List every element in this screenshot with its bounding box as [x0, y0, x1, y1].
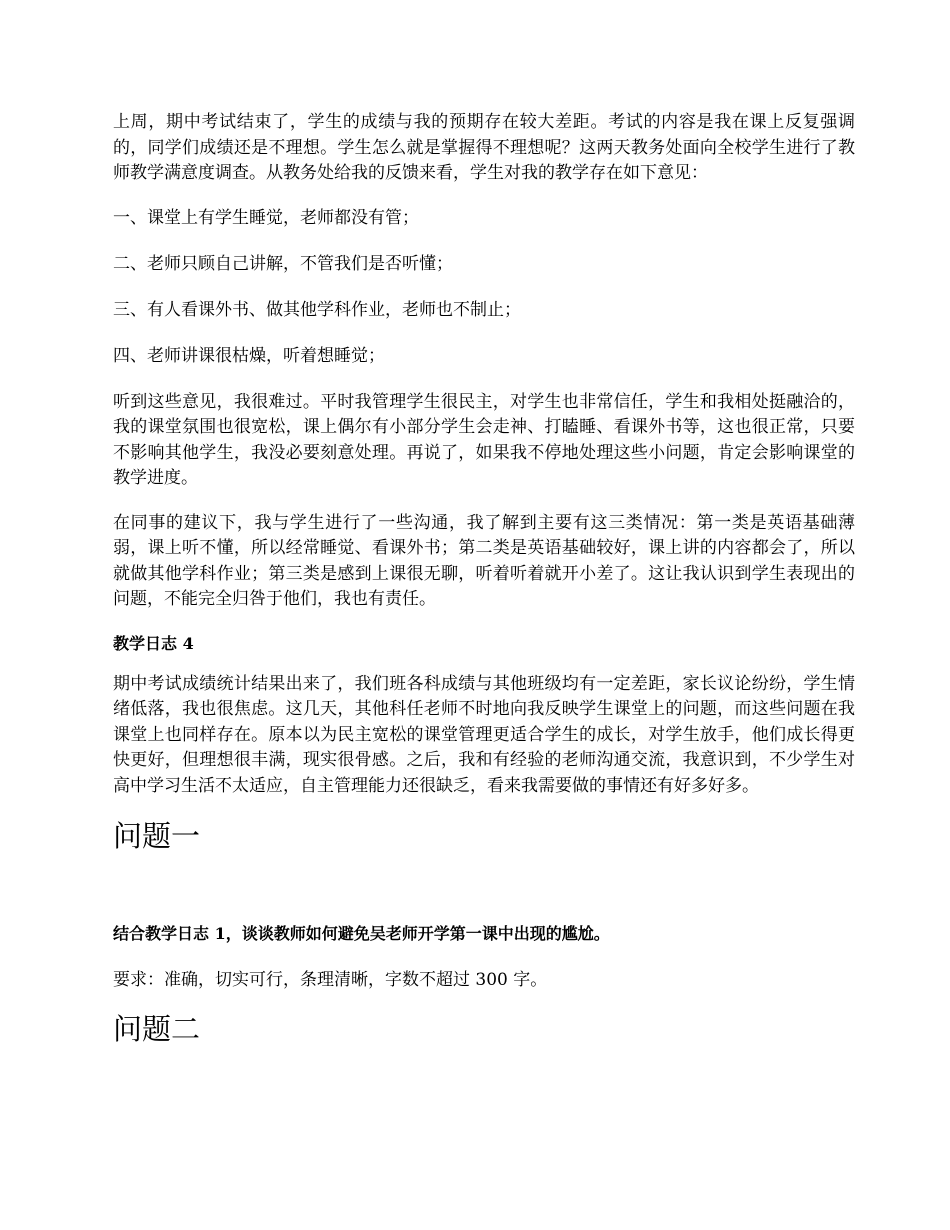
question2-title: 问题二	[113, 1012, 201, 1046]
log4-title: 教学日志 4	[113, 633, 194, 653]
document-page	[113, 110, 855, 1047]
intro-paragraph: 上周，期中考试结束了，学生的成绩与我的预期存在较大差距。考试的内容是我在课上反复强调的，同学们成绩还是不理想。学生怎么就是掌握得不理想呢？这两天教务处面向全校学生进行了教师教学满意度调查。从教务处给我的反馈来看，学生对我的教学存在如下意见：	[113, 112, 855, 183]
opinion-item-4: 四、老师讲课很枯燥，听着想睡觉；	[113, 345, 385, 366]
opinion-item-2: 二、老师只顾自己讲解，不管我们是否听懂；	[113, 253, 453, 274]
reflection-paragraph: 听到这些意见，我很难过。平时我管理学生很民主，对学生也非常信任，学生和我相处挺融洽的，我的课堂氛围也很宽松，课上偶尔有小部分学生会走神、打瞌睡、看课外书等，这也很正常，只要不影响其他学生，我没必要刻意处理。再说了，如果我不停地处理这些小问题，肯定会影响课堂的教学进度。	[113, 391, 855, 488]
opinion-item-1: 一、课堂上有学生睡觉，老师都没有管；	[113, 207, 419, 228]
communication-paragraph: 在同事的建议下，我与学生进行了一些沟通，我了解到主要有这三类情况：第一类是英语基础薄弱，课上听不懂，所以经常睡觉、看课外书；第二类是英语基础较好，课上讲的内容都会了，所以就做其他学科作业；第三类是感到上课很无聊，听着听着就开小差了。这让我认识到学生表现出的问题，不能完全归咎于他们，我也有责任。	[113, 512, 855, 609]
question1-prompt: 结合教学日志 1，谈谈教师如何避免吴老师开学第一课中出现的尴尬。	[113, 924, 610, 943]
log4-body: 期中考试成绩统计结果出来了，我们班各科成绩与其他班级均有一定差距，家长议论纷纷，学生情绪低落，我也很焦虑。这几天，其他科任老师不时地向我反映学生课堂上的问题，而这些问题在我课堂上也同样存在。原本以为民主宽松的课堂管理更适合学生的成长，对学生放手，他们成长得更快更好，但理想很丰满，现实很骨感。之后，我和有经验的老师沟通交流，我意识到，不少学生对高中学习生活不太适应，自主管理能力还很缺乏，看来我需要做的事情还有好多好多。	[113, 673, 855, 796]
question1-title: 问题一	[113, 819, 201, 853]
question1-requirement: 要求：准确，切实可行，条理清晰，字数不超过 300 字。	[113, 970, 548, 990]
opinion-item-3: 三、有人看课外书、做其他学科作业，老师也不制止；	[113, 299, 521, 320]
